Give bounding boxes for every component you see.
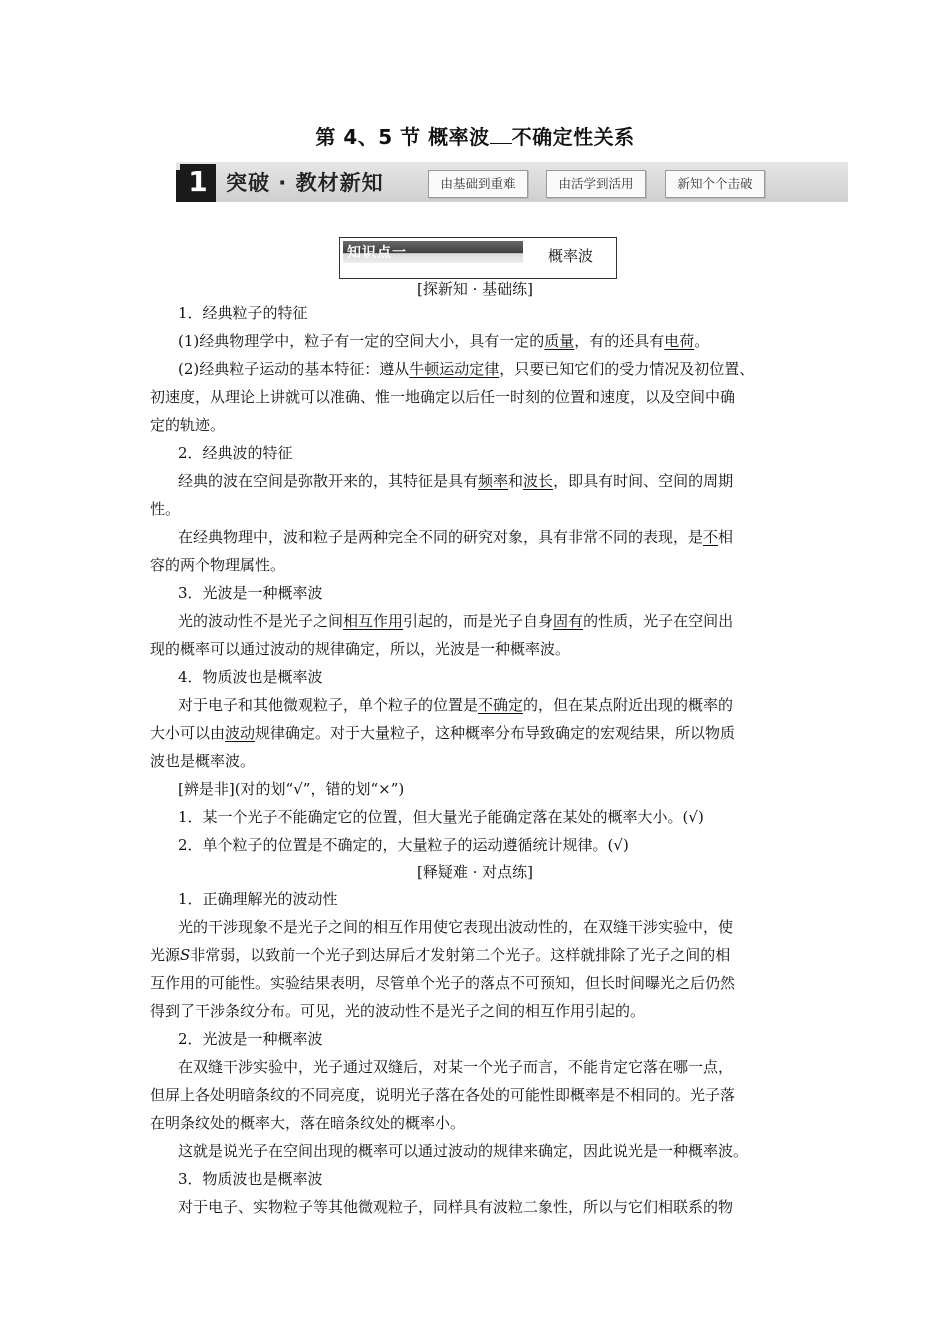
paragraph-line: 初速度，从理论上讲就可以准确、惟一地确定以后任一时刻的位置和速度，以及空间中确 (150, 388, 736, 406)
paragraph-line: 光的干涉现象不是光子之间的相互作用使它表现出波动性的，在双缝干涉实验中，使 (178, 918, 734, 936)
title-blank (490, 127, 512, 144)
key-term: 电荷 (664, 332, 695, 350)
section-heading: 2．经典波的特征 (178, 444, 293, 462)
tab-new-knowledge[interactable]: 新知个个击破 (665, 170, 765, 198)
paragraph-line: 对于电子和其他微观粒子，单个粒子的位置是不确定的，但在某点附近出现的概率的 (178, 696, 734, 714)
section-heading: 3．物质波也是概率波 (178, 1170, 323, 1188)
key-term: 波长 (523, 472, 554, 490)
section-number-badge: 1 (180, 164, 216, 202)
paragraph-line: 但屏上各处明暗条纹的不同亮度，说明光子落在各处的可能性即概率是不相同的。光子落 (150, 1086, 736, 1104)
banner-title: 突破 · 教材新知 (226, 171, 384, 195)
tab-basic-to-hard[interactable]: 由基础到重难 (428, 170, 528, 198)
subheading-clarify: [释疑难 · 对点练] (416, 863, 533, 881)
subheading-explore: [探新知 · 基础练] (416, 280, 533, 298)
key-term: 相互作用 (343, 612, 404, 630)
key-term: 不确定 (478, 696, 524, 714)
key-term: 牛顿运动定律 (409, 360, 500, 378)
paragraph-line: 对于电子、实物粒子等其他微观粒子，同样具有波粒二象性，所以与它们相联系的物 (178, 1198, 734, 1216)
knowledge-point-box (339, 237, 617, 279)
title-part-a: 第 4、5 节 概率波 (315, 125, 490, 149)
paragraph-line: 在双缝干涉实验中，光子通过双缝后，对某一个光子而言，不能肯定它落在哪一点， (178, 1058, 734, 1076)
paragraph-line: 大小可以由波动规律确定。对于大量粒子，这种概率分布导致确定的宏观结果，所以物质 (150, 724, 736, 742)
paragraph-line: 性。 (150, 500, 181, 518)
paragraph-line: 波也是概率波。 (150, 752, 256, 770)
key-term: 质量 (544, 332, 575, 350)
paragraph-line: (2)经典粒子运动的基本特征：遵从牛顿运动定律，只要已知它们的受力情况及初位置、 (178, 360, 755, 378)
paragraph-line: 容的两个物理属性。 (150, 556, 286, 574)
section-heading: 3．光波是一种概率波 (178, 584, 323, 602)
paragraph-line: 现的概率可以通过波动的规律确定，所以，光波是一种概率波。 (150, 640, 571, 658)
paragraph-line: (1)经典物理学中，粒子有一定的空间大小，具有一定的质量，有的还具有电荷。 (178, 332, 710, 350)
tab-learn-to-apply[interactable]: 由活学到活用 (546, 170, 646, 198)
section-heading: 2．光波是一种概率波 (178, 1030, 323, 1048)
paragraph-line: 这就是说光子在空间出现的概率可以通过波动的规律来确定，因此说光是一种概率波。 (178, 1142, 749, 1160)
section-heading: 4．物质波也是概率波 (178, 668, 323, 686)
page-title (0, 121, 950, 150)
paragraph-line: 光的波动性不是光子之间相互作用引起的，而是光子自身固有的性质，光子在空间出 (178, 612, 734, 630)
paragraph-line: 得到了干涉条纹分布。可见，光的波动性不是光子之间的相互作用引起的。 (150, 1002, 646, 1020)
paragraph-line: 光源S非常弱，以致前一个光子到达屏后才发射第二个光子。这样就排除了光子之间的相 (150, 946, 731, 964)
section-banner (176, 162, 848, 202)
paragraph-line: 经典的波在空间是弥散开来的，其特征是具有频率和波长，即具有时间、空间的周期 (178, 472, 734, 490)
paragraph-line: 互作用的可能性。实验结果表明，尽管单个光子的落点不可预知，但长时间曝光之后仍然 (150, 974, 736, 992)
key-term: 频率 (478, 472, 509, 490)
knowledge-point-tag-label: 知识点一 (347, 245, 407, 261)
key-term: 波动 (225, 724, 256, 742)
section-heading: 1．正确理解光的波动性 (178, 890, 338, 908)
judge-item: 2．单个粒子的位置是不确定的，大量粒子的运动遵循统计规律。(√) (178, 836, 629, 854)
paragraph-line: 在明条纹处的概率大，落在暗条纹处的概率小。 (150, 1114, 466, 1132)
key-term: 不 (703, 528, 719, 546)
knowledge-point-name: 概率波 (548, 247, 594, 265)
key-term: 固有 (553, 612, 584, 630)
paragraph-line: 在经典物理中，波和粒子是两种完全不同的研究对象，具有非常不同的表现，是不相 (178, 528, 734, 546)
judge-heading: [辨是非](对的划“√”，错的划“×”) (178, 780, 405, 798)
knowledge-point-tag (343, 241, 523, 263)
title-part-b: 不确定性关系 (511, 125, 635, 149)
judge-item: 1．某一个光子不能确定它的位置，但大量光子能确定落在某处的概率大小。(√) (178, 808, 704, 826)
symbol-s: S (180, 946, 191, 964)
paragraph-line: 定的轨迹。 (150, 416, 226, 434)
section-heading: 1．经典粒子的特征 (178, 304, 308, 322)
